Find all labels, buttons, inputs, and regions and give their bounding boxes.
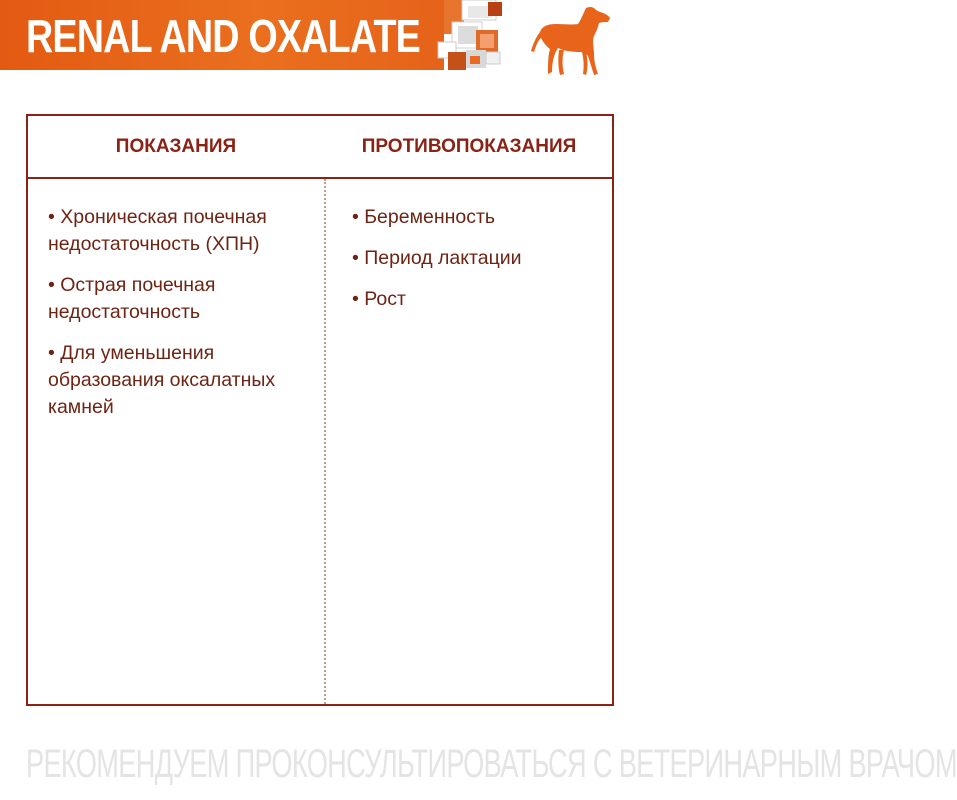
list-item: • Беременность [352,206,496,228]
contraindications-header: ПРОТИВОПОКАЗАНИЯ [361,136,577,157]
list-item: • Для уменьшения образования оксалатных камней [48,342,276,418]
tiles-decoration-icon [0,0,618,78]
column-divider [324,179,326,704]
list-item: • Рост [352,288,406,310]
dog-silhouette-icon [528,4,614,78]
list-item: • Хроническая почечная недостаточность (ХПН) [48,206,267,255]
indications-list [48,204,313,435]
indications-header: ПОКАЗАНИЯ [115,136,237,157]
list-item: • Период лактации [352,247,522,269]
contraindications-list [352,204,602,327]
indications-table [26,114,614,706]
page-title: RENAL AND OXALATE [26,10,421,62]
header [0,0,618,78]
list-item: • Острая почечная недостаточность [48,274,216,323]
footer-note: РЕКОМЕНДУЕМ ПРОКОНСУЛЬТИРОВАТЬСЯ С ВЕТЕРИНАРНЫМ ВРАЧОМ [26,742,957,786]
table-header-row [28,116,612,179]
